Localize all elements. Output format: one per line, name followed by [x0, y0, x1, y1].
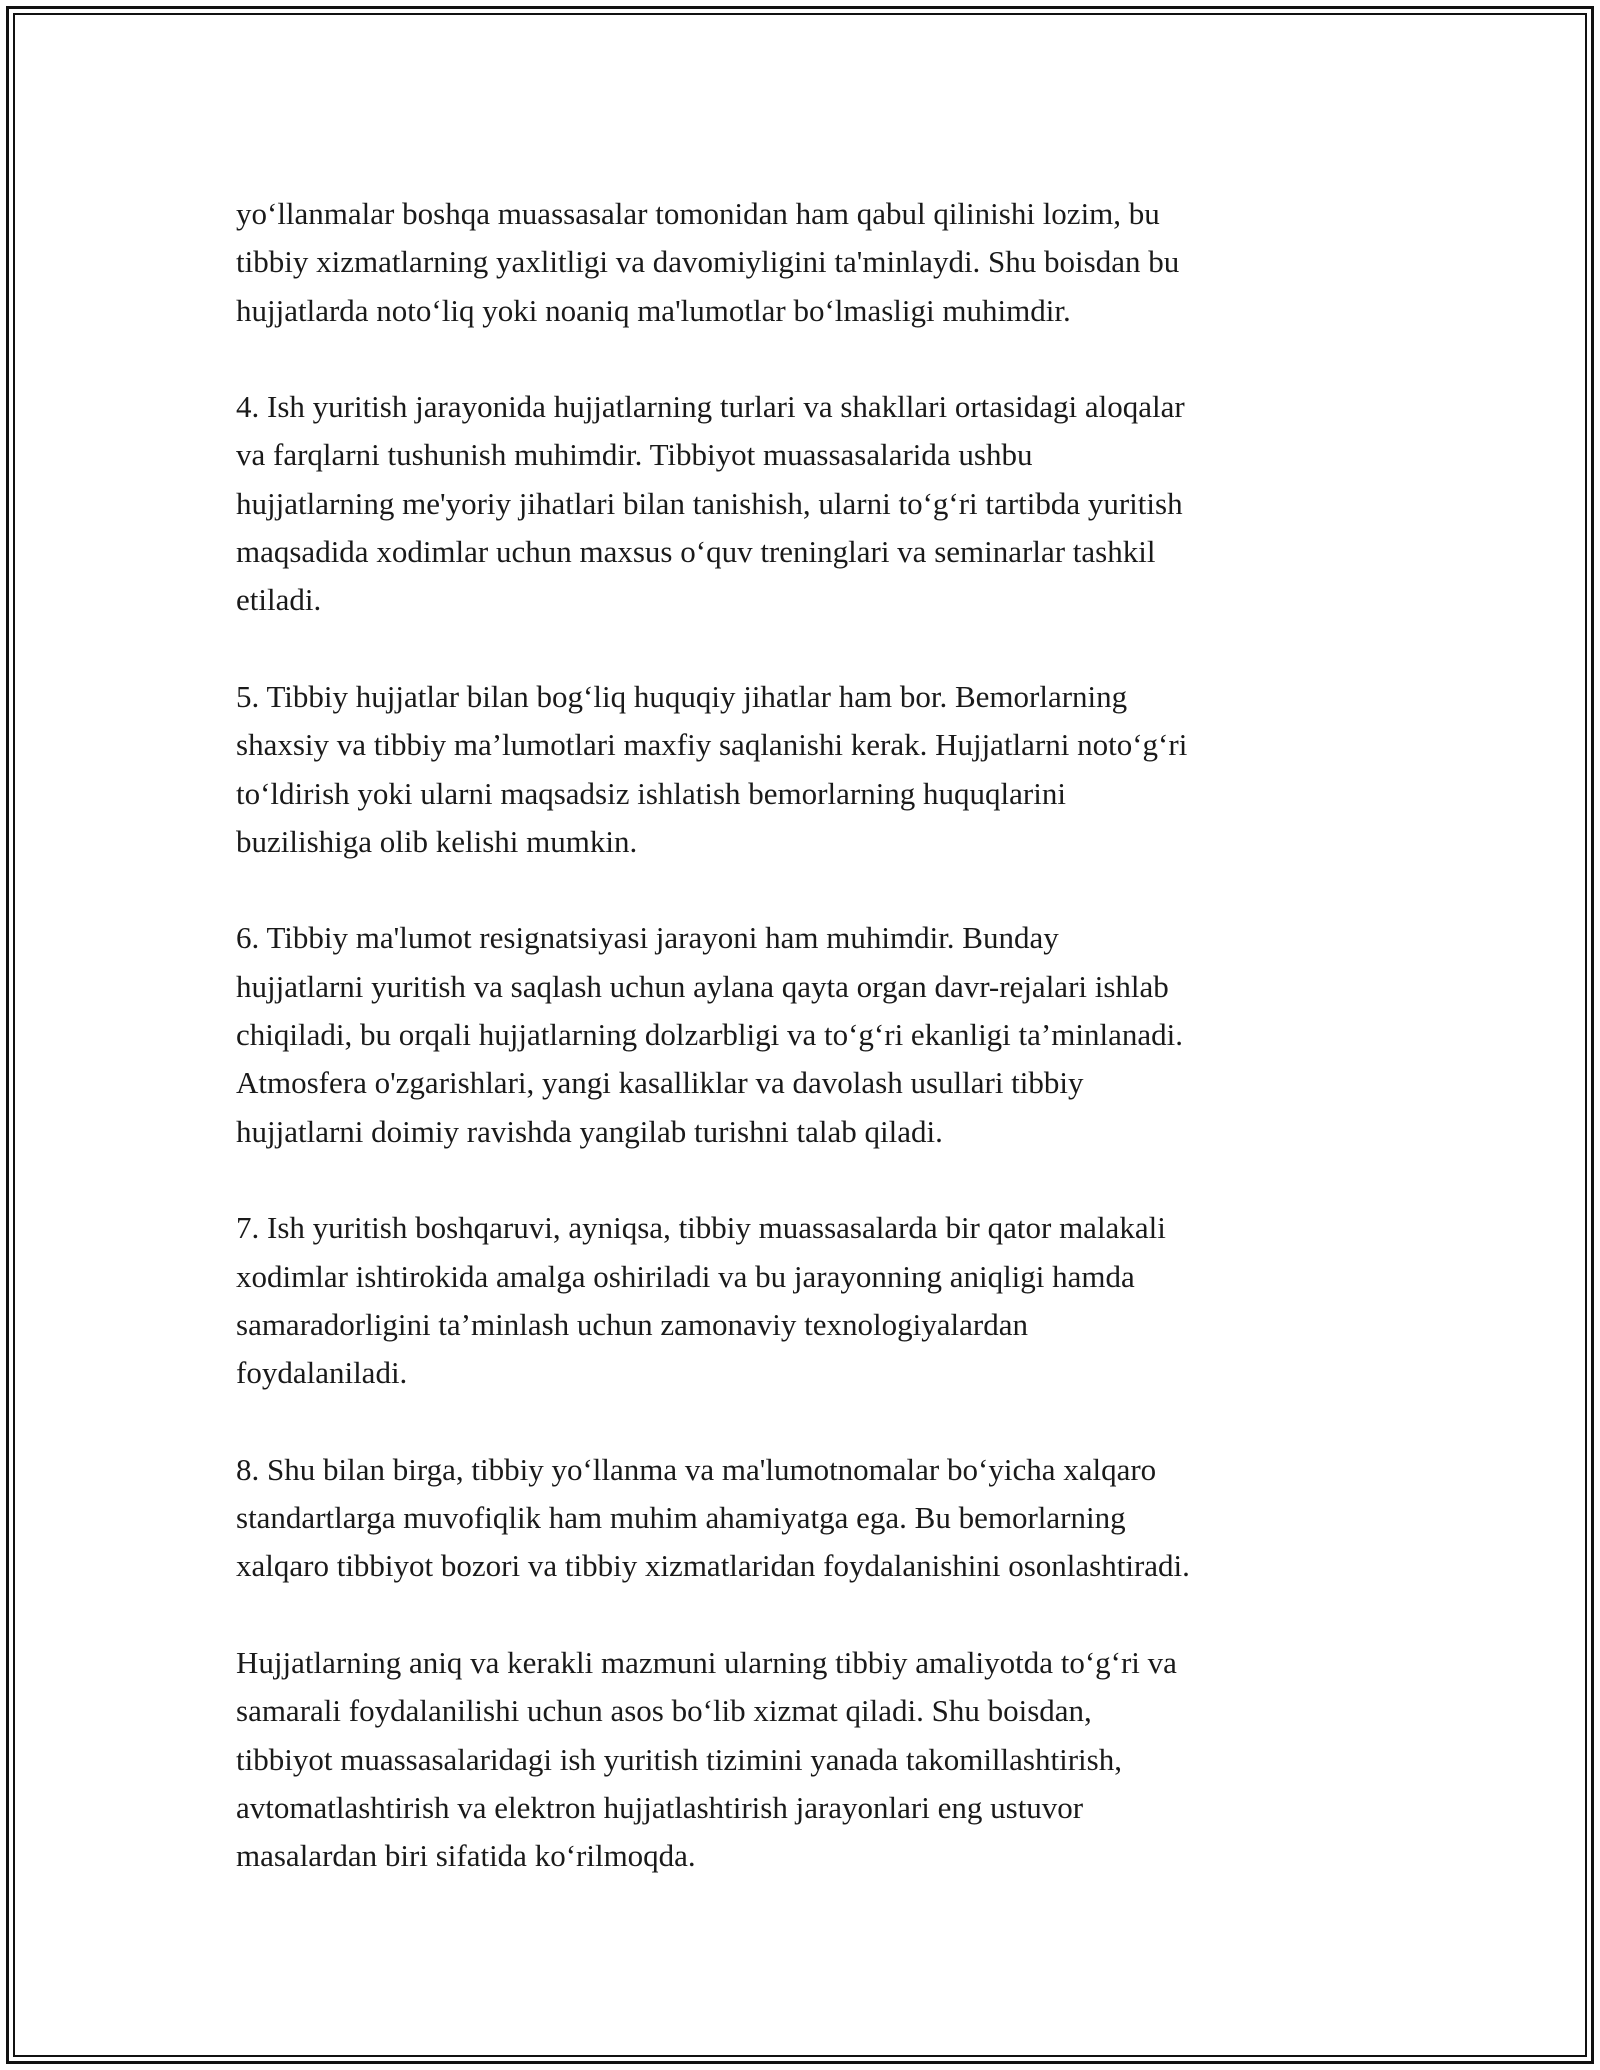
- text-line: hujjatlarni doimiy ravishda yangilab turishni talab qiladi.: [236, 1113, 943, 1149]
- text-line: 6. Tibbiy ma'lumot resignatsiyasi jarayoni ham muhimdir. Bunday: [236, 920, 1059, 956]
- text-line: va farqlarni tushunish muhimdir. Tibbiyot muassasalarida ushbu: [236, 437, 1033, 473]
- text-line: hujjatlarda noto‘liq yoki noaniq ma'lumotlar bo‘lmasligi muhimdir.: [236, 292, 1071, 328]
- text-line: avtomatlashtirish va elektron hujjatlashtirish jarayonlari eng ustuvor: [236, 1789, 1084, 1825]
- paragraph-item-6: [236, 914, 1386, 1155]
- text-line: maqsadida xodimlar uchun maxsus o‘quv treninglari va seminarlar tashkil: [236, 534, 1156, 570]
- text-line: xalqaro tibbiyot bozori va tibbiy xizmatlaridan foydalanishini osonlashtiradi.: [236, 1548, 1190, 1584]
- text-line: tibbiyot muassasalaridagi ish yuritish tizimini yanada takomillashtirish,: [236, 1741, 1122, 1777]
- text-line: Hujjatlarning aniq va kerakli mazmuni ularning tibbiy amaliyotda to‘g‘ri va: [236, 1644, 1177, 1680]
- text-line: masalardan biri sifatida ko‘rilmoqda.: [236, 1838, 696, 1874]
- text-line: 4. Ish yuritish jarayonida hujjatlarning turlari va shakllari ortasidagi aloqalar: [236, 389, 1185, 425]
- text-line: standartlarga muvofiqlik ham muhim ahamiyatga ega. Bu bemorlarning: [236, 1500, 1126, 1536]
- text-line: etiladi.: [236, 582, 322, 618]
- text-line: buzilishiga olib kelishi mumkin.: [236, 823, 638, 859]
- paragraph-item-4: [236, 383, 1386, 624]
- text-line: chiqiladi, bu orqali hujjatlarning dolzarbligi va to‘g‘ri ekanligi ta’minlanadi.: [236, 1017, 1183, 1053]
- text-line: 7. Ish yuritish boshqaruvi, ayniqsa, tibbiy muassasalarda bir qator malakali: [236, 1210, 1166, 1246]
- text-line: hujjatlarning me'yoriy jihatlari bilan tanishish, ularni to‘g‘ri tartibda yuritish: [236, 485, 1183, 521]
- text-line: shaxsiy va tibbiy ma’lumotlari maxfiy saqlanishi kerak. Hujjatlarni noto‘g‘ri: [236, 727, 1188, 763]
- paragraph-item-5: [236, 673, 1386, 866]
- paragraph-item-8: [236, 1446, 1386, 1591]
- paragraph-conclusion: [236, 1639, 1386, 1880]
- text-line: samaradorligini ta’minlash uchun zamonaviy texnologiyalardan: [236, 1306, 1028, 1342]
- text-line: foydalaniladi.: [236, 1355, 408, 1391]
- text-line: xodimlar ishtirokida amalga oshiriladi va bu jarayonning aniqligi hamda: [236, 1258, 1135, 1294]
- text-line: 8. Shu bilan birga, tibbiy yo‘llanma va ma'lumotnomalar bo‘yicha xalqaro: [236, 1451, 1157, 1487]
- text-line: 5. Tibbiy hujjatlar bilan bog‘liq huquqiy jihatlar ham bor. Bemorlarning: [236, 678, 1128, 714]
- text-line: tibbiy xizmatlarning yaxlitligi va davomiyligini ta'minlaydi. Shu boisdan bu: [236, 244, 1180, 280]
- paragraph-continuation: [236, 190, 1386, 335]
- document-body: [236, 190, 1386, 1929]
- text-line: Atmosfera o'zgarishlari, yangi kasalliklar va davolash usullari tibbiy: [236, 1065, 1084, 1101]
- text-line: samarali foydalanilishi uchun asos bo‘lib xizmat qiladi. Shu boisdan,: [236, 1693, 1092, 1729]
- text-line: to‘ldirish yoki ularni maqsadsiz ishlatish bemorlarning huquqlarini: [236, 775, 1066, 811]
- text-line: hujjatlarni yuritish va saqlash uchun aylana qayta organ davr-rejalari ishlab: [236, 968, 1169, 1004]
- paragraph-item-7: [236, 1204, 1386, 1397]
- text-line: yo‘llanmalar boshqa muassasalar tomonidan ham qabul qilinishi lozim, bu: [236, 196, 1160, 231]
